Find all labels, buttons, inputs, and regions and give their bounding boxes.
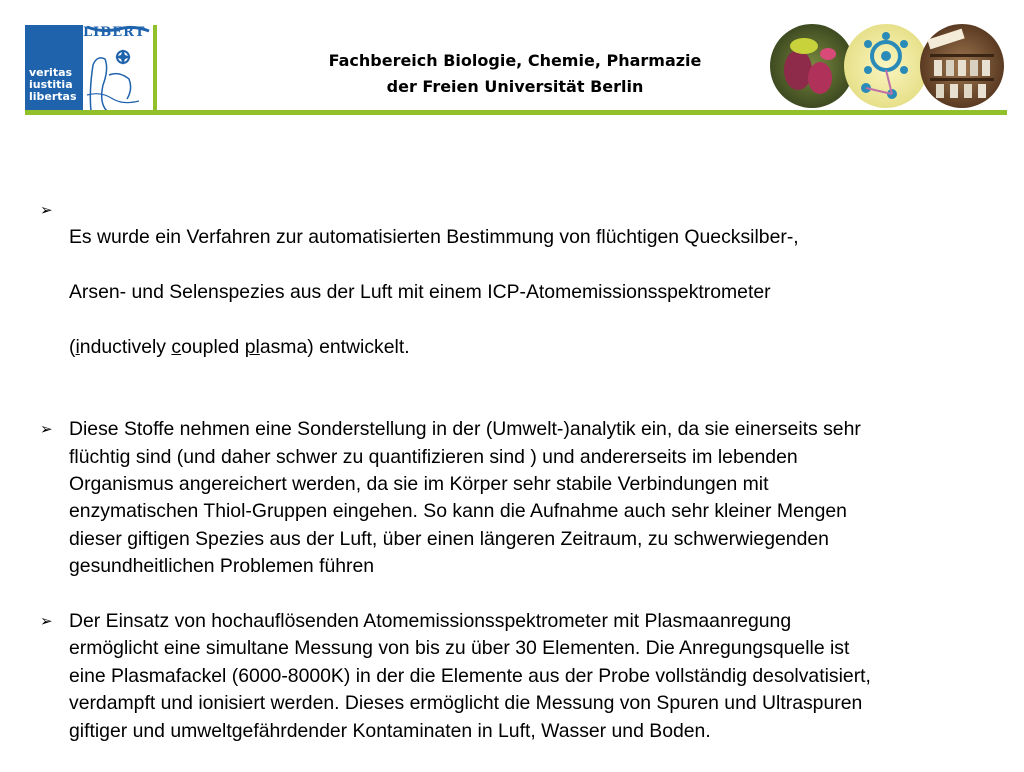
decorative-circles-icon (768, 20, 1008, 110)
text-span: oupled (181, 336, 245, 359)
bullet-line (69, 334, 1015, 361)
logo-motto (29, 67, 77, 103)
arrow-bullet-icon: ➢ (40, 612, 53, 631)
bullet-list (40, 197, 1015, 772)
header-title-line1: Fachbereich Biologie, Chemie, Pharmazie (328, 51, 702, 70)
text-span: asma) entwickelt. (259, 336, 410, 359)
arrow-bullet-icon: ➢ (40, 420, 53, 439)
arrow-bullet-icon: ➢ (40, 201, 53, 219)
bullet-text (69, 197, 1015, 389)
underlined-span: pl (244, 336, 260, 359)
bullet-text: Der Einsatz von hochauflösenden Atomemissionsspektrometer mit Plasmaanregung ermöglicht eine simultane Messung von bis zu über 30 Elementen. Die Anregungsquelle ist eine Plasmafackel (6000-8000K) in der die Elemente aus der Probe vollständig desolvatisiert, verdampft und ionisiert werden. Dieses ermöglicht die Messung von Spuren und Ultraspuren giftiger und umweltgefährdender Kontaminaten in Luft, Wasser und Boden. (69, 610, 871, 742)
header-divider (25, 110, 1007, 115)
page-header-title (280, 48, 750, 100)
underlined-span: i (75, 336, 80, 359)
logo-motto-word: libertas (29, 90, 77, 103)
bullet-item (40, 608, 1015, 745)
logo-blue-panel (25, 25, 83, 113)
header-decoration-images (768, 20, 1008, 110)
text-span: ( (69, 336, 76, 359)
bullet-text: Diese Stoffe nehmen eine Sonderstellung in der (Umwelt-)analytik ein, da sie einerseits sehr flüchtig sind (und daher schwer zu quantifizieren sind ) und andererseits im lebenden Organismus angereichert werden, da sie im Körper sehr stabile Verbindungen mit enzymatischen Thiol-Gruppen eingehen. So kann die Aufnahme auch sehr kleiner Mengen dieser giftigen Spezies aus der Luft, über einen längeren Zeitraum, zu schwerwiegenden gesundheitlichen Problemen führen (69, 418, 861, 578)
logo-motto-word: iustitia (29, 78, 73, 91)
underlined-span: c (171, 336, 182, 359)
university-logo (25, 25, 157, 113)
logo-wordmark: LIBERT (83, 25, 146, 40)
text-span: nductively (79, 336, 172, 359)
logo-motto-word: veritas (29, 66, 73, 79)
bullet-line: Es wurde ein Verfahren zur automatisierten Bestimmung von flüchtigen Quecksilber-, (69, 226, 799, 249)
bullet-item (40, 197, 1015, 389)
bullet-line: Arsen- und Selenspezies aus der Luft mit einem ICP-Atomemissionsspektrometer (69, 281, 771, 304)
header-title-line2: der Freien Universität Berlin (386, 77, 644, 96)
bullet-item (40, 416, 1015, 580)
